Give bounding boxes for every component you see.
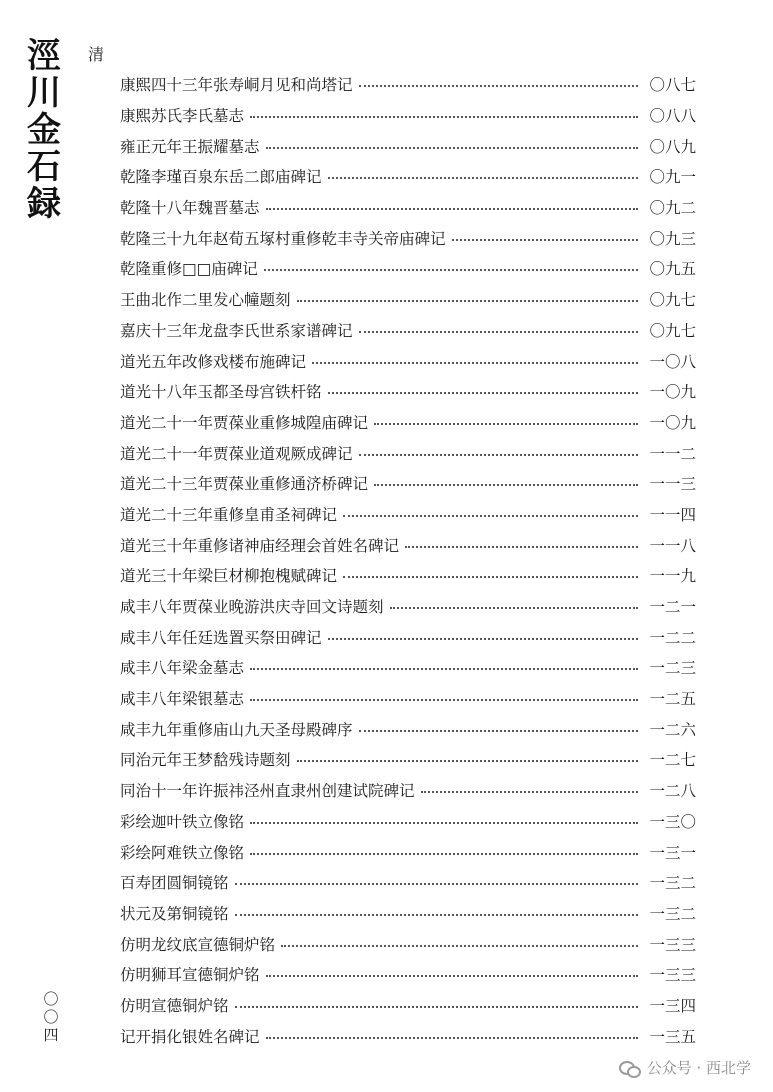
toc-entry-title: 仿明狮耳宣德铜炉铭 bbox=[120, 966, 260, 985]
toc-entry-page: 一〇九 bbox=[649, 413, 696, 432]
toc-entry-page: 一一九 bbox=[649, 567, 696, 586]
dot-leader bbox=[343, 576, 638, 578]
dot-leader bbox=[359, 454, 638, 456]
toc-entry bbox=[120, 529, 696, 560]
toc-entry-title: 道光二十三年贾葆业重修通济桥碑记 bbox=[120, 475, 369, 494]
toc-entry-title: 彩绘阿难铁立像铭 bbox=[120, 843, 245, 862]
toc-entry-page: 一三四 bbox=[649, 996, 696, 1015]
toc-entry-title: 仿明宣德铜炉铭 bbox=[120, 996, 229, 1015]
toc-entry bbox=[120, 315, 696, 346]
toc-entry-page: 一三二 bbox=[649, 904, 696, 923]
toc-entry-page: 一三〇 bbox=[649, 812, 696, 831]
table-of-contents bbox=[120, 69, 696, 1051]
toc-entry bbox=[120, 683, 696, 714]
toc-entry-title: 道光二十一年贾葆业道观厥成碑记 bbox=[120, 444, 353, 463]
dot-leader bbox=[264, 269, 638, 271]
dot-leader bbox=[250, 699, 638, 701]
dot-leader bbox=[266, 208, 638, 210]
watermark bbox=[619, 1057, 751, 1078]
toc-entry bbox=[120, 652, 696, 683]
wechat-icon bbox=[619, 1059, 641, 1077]
dot-leader bbox=[390, 607, 638, 609]
toc-entry bbox=[120, 222, 696, 253]
toc-entry bbox=[120, 192, 696, 223]
dot-leader bbox=[235, 1006, 638, 1008]
toc-entry-title: 咸丰八年贾葆业晚游洪庆寺回文诗题刻 bbox=[120, 598, 384, 617]
toc-entry bbox=[120, 130, 696, 161]
toc-entry bbox=[120, 560, 696, 591]
toc-entry bbox=[120, 867, 696, 898]
toc-entry bbox=[120, 591, 696, 622]
toc-entry bbox=[120, 468, 696, 499]
toc-entry bbox=[120, 376, 696, 407]
toc-entry-page: 一二五 bbox=[649, 690, 696, 709]
dot-leader bbox=[250, 668, 638, 670]
book-title-char: 録 bbox=[27, 184, 61, 224]
toc-entry-page: 一三二 bbox=[649, 874, 696, 893]
toc-entry-page: 〇九一 bbox=[649, 168, 696, 187]
book-title-vertical bbox=[22, 38, 66, 223]
toc-entry bbox=[120, 1020, 696, 1051]
toc-entry-title: 仿明龙纹底宣德铜炉铭 bbox=[120, 935, 276, 954]
page-number-char: 〇 bbox=[43, 1008, 59, 1026]
dot-leader bbox=[281, 945, 638, 947]
toc-entry-page: 〇九三 bbox=[649, 229, 696, 248]
toc-entry-title: 乾隆十八年魏晋墓志 bbox=[120, 199, 260, 218]
toc-entry bbox=[120, 959, 696, 990]
dynasty-label: 清 bbox=[88, 45, 105, 64]
toc-entry-title: 同治元年王梦馠残诗题刻 bbox=[120, 751, 291, 770]
toc-entry bbox=[120, 898, 696, 929]
toc-entry-title: 彩绘迦叶铁立像铭 bbox=[120, 812, 245, 831]
toc-entry-page: 一二二 bbox=[649, 628, 696, 647]
toc-entry bbox=[120, 345, 696, 376]
dot-leader bbox=[250, 822, 638, 824]
toc-entry-page: 〇九二 bbox=[649, 199, 696, 218]
toc-entry-title: 雍正元年王振耀墓志 bbox=[120, 137, 260, 156]
dot-leader bbox=[421, 791, 638, 793]
toc-entry-page: 〇八八 bbox=[649, 107, 696, 126]
toc-entry-title: 百寿团圆铜镜铭 bbox=[120, 874, 229, 893]
toc-entry-title: 状元及第铜镜铭 bbox=[120, 904, 229, 923]
dot-leader bbox=[250, 853, 638, 855]
dot-leader bbox=[266, 975, 638, 977]
book-title-char: 川 bbox=[27, 73, 61, 113]
dot-leader bbox=[359, 730, 638, 732]
book-title-char: 金 bbox=[27, 110, 61, 150]
dot-leader bbox=[297, 760, 638, 762]
toc-entry-page: 一一二 bbox=[649, 444, 696, 463]
toc-entry bbox=[120, 621, 696, 652]
toc-entry-title: 乾隆三十九年赵荀五塚村重修乾丰寺关帝庙碑记 bbox=[120, 229, 446, 248]
toc-entry-title: 咸丰八年任廷选置买祭田碑记 bbox=[120, 628, 322, 647]
page-number-char: 〇 bbox=[43, 990, 59, 1008]
dot-leader bbox=[250, 116, 638, 118]
toc-entry-page: 一一三 bbox=[649, 475, 696, 494]
dot-leader bbox=[266, 147, 638, 149]
toc-entry-page: 一三五 bbox=[649, 1027, 696, 1046]
toc-entry-page: 一二一 bbox=[649, 598, 696, 617]
toc-entry-title: 咸丰八年梁金墓志 bbox=[120, 659, 245, 678]
toc-entry-page: 一一四 bbox=[649, 505, 696, 524]
dot-leader bbox=[328, 392, 638, 394]
book-title-char: 涇 bbox=[27, 36, 61, 76]
dot-leader bbox=[297, 300, 638, 302]
toc-entry-page: 一二六 bbox=[649, 720, 696, 739]
watermark-text: 公众号 · 西北学 bbox=[646, 1059, 751, 1077]
toc-entry-page: 一一八 bbox=[649, 536, 696, 555]
toc-entry bbox=[120, 161, 696, 192]
toc-entry bbox=[120, 775, 696, 806]
toc-entry-title: 康熙苏氏李氏墓志 bbox=[120, 107, 245, 126]
toc-entry-page: 〇八七 bbox=[649, 76, 696, 95]
toc-entry-title: 道光三十年梁巨材柳抱槐赋碑记 bbox=[120, 567, 338, 586]
dot-leader bbox=[235, 914, 638, 916]
toc-entry bbox=[120, 100, 696, 131]
dot-leader bbox=[328, 638, 638, 640]
dot-leader bbox=[359, 85, 638, 87]
toc-entry-page: 一三一 bbox=[649, 843, 696, 862]
toc-entry bbox=[120, 499, 696, 530]
dot-leader bbox=[235, 883, 638, 885]
toc-entry-page: 一二八 bbox=[649, 782, 696, 801]
page-number-char: 四 bbox=[43, 1026, 59, 1044]
toc-entry-title: 乾隆李瑾百泉东岳二郎庙碑记 bbox=[120, 168, 322, 187]
toc-entry-title: 道光十八年玉都圣母宫铁杆铭 bbox=[120, 383, 322, 402]
toc-entry-title: 道光五年改修戏楼布施碑记 bbox=[120, 352, 307, 371]
toc-entry-title: 记开捐化银姓名碑记 bbox=[120, 1027, 260, 1046]
toc-entry-page: 一〇九 bbox=[649, 383, 696, 402]
toc-entry-title: 王曲北作二里发心幢题刻 bbox=[120, 291, 291, 310]
toc-entry bbox=[120, 69, 696, 100]
toc-entry bbox=[120, 836, 696, 867]
toc-entry bbox=[120, 284, 696, 315]
toc-entry-page: 一三三 bbox=[649, 966, 696, 985]
toc-entry-title: 嘉庆十三年龙盘李氏世系家谱碑记 bbox=[120, 321, 353, 340]
toc-entry-title: 咸丰八年梁银墓志 bbox=[120, 690, 245, 709]
dot-leader bbox=[359, 331, 638, 333]
toc-entry-title: 康熙四十三年张寿峒月见和尚塔记 bbox=[120, 76, 353, 95]
dot-leader bbox=[374, 423, 638, 425]
toc-entry-page: 〇九七 bbox=[649, 321, 696, 340]
dot-leader bbox=[405, 546, 638, 548]
page-number-vertical bbox=[40, 990, 62, 1044]
toc-entry bbox=[120, 407, 696, 438]
toc-entry-page: 〇八九 bbox=[649, 137, 696, 156]
toc-entry-title: 道光三十年重修诸神庙经理会首姓名碑记 bbox=[120, 536, 400, 555]
dot-leader bbox=[312, 362, 638, 364]
book-title-char: 石 bbox=[27, 147, 61, 187]
toc-entry bbox=[120, 928, 696, 959]
toc-entry-page: 一〇八 bbox=[649, 352, 696, 371]
dot-leader bbox=[343, 515, 638, 517]
toc-entry-page: 一三三 bbox=[649, 935, 696, 954]
toc-entry-title: 乾隆重修□□庙碑记 bbox=[120, 260, 258, 279]
toc-entry bbox=[120, 253, 696, 284]
dot-leader bbox=[374, 484, 638, 486]
toc-entry-page: 〇九五 bbox=[649, 260, 696, 279]
toc-entry bbox=[120, 744, 696, 775]
toc-entry bbox=[120, 437, 696, 468]
toc-entry-title: 咸丰九年重修庙山九天圣母殿碑序 bbox=[120, 720, 353, 739]
toc-entry-page: 一二七 bbox=[649, 751, 696, 770]
toc-entry bbox=[120, 713, 696, 744]
toc-entry-page: 〇九七 bbox=[649, 291, 696, 310]
toc-entry-page: 一二三 bbox=[649, 659, 696, 678]
toc-entry-title: 同治十一年许振祎泾州直隶州创建试院碑记 bbox=[120, 782, 415, 801]
dot-leader bbox=[328, 177, 638, 179]
toc-entry bbox=[120, 806, 696, 837]
toc-entry-title: 道光二十三年重修皇甫圣祠碑记 bbox=[120, 505, 338, 524]
toc-entry-title: 道光二十一年贾葆业重修城隍庙碑记 bbox=[120, 413, 369, 432]
toc-entry bbox=[120, 990, 696, 1021]
dot-leader bbox=[452, 239, 638, 241]
dot-leader bbox=[266, 1037, 638, 1039]
